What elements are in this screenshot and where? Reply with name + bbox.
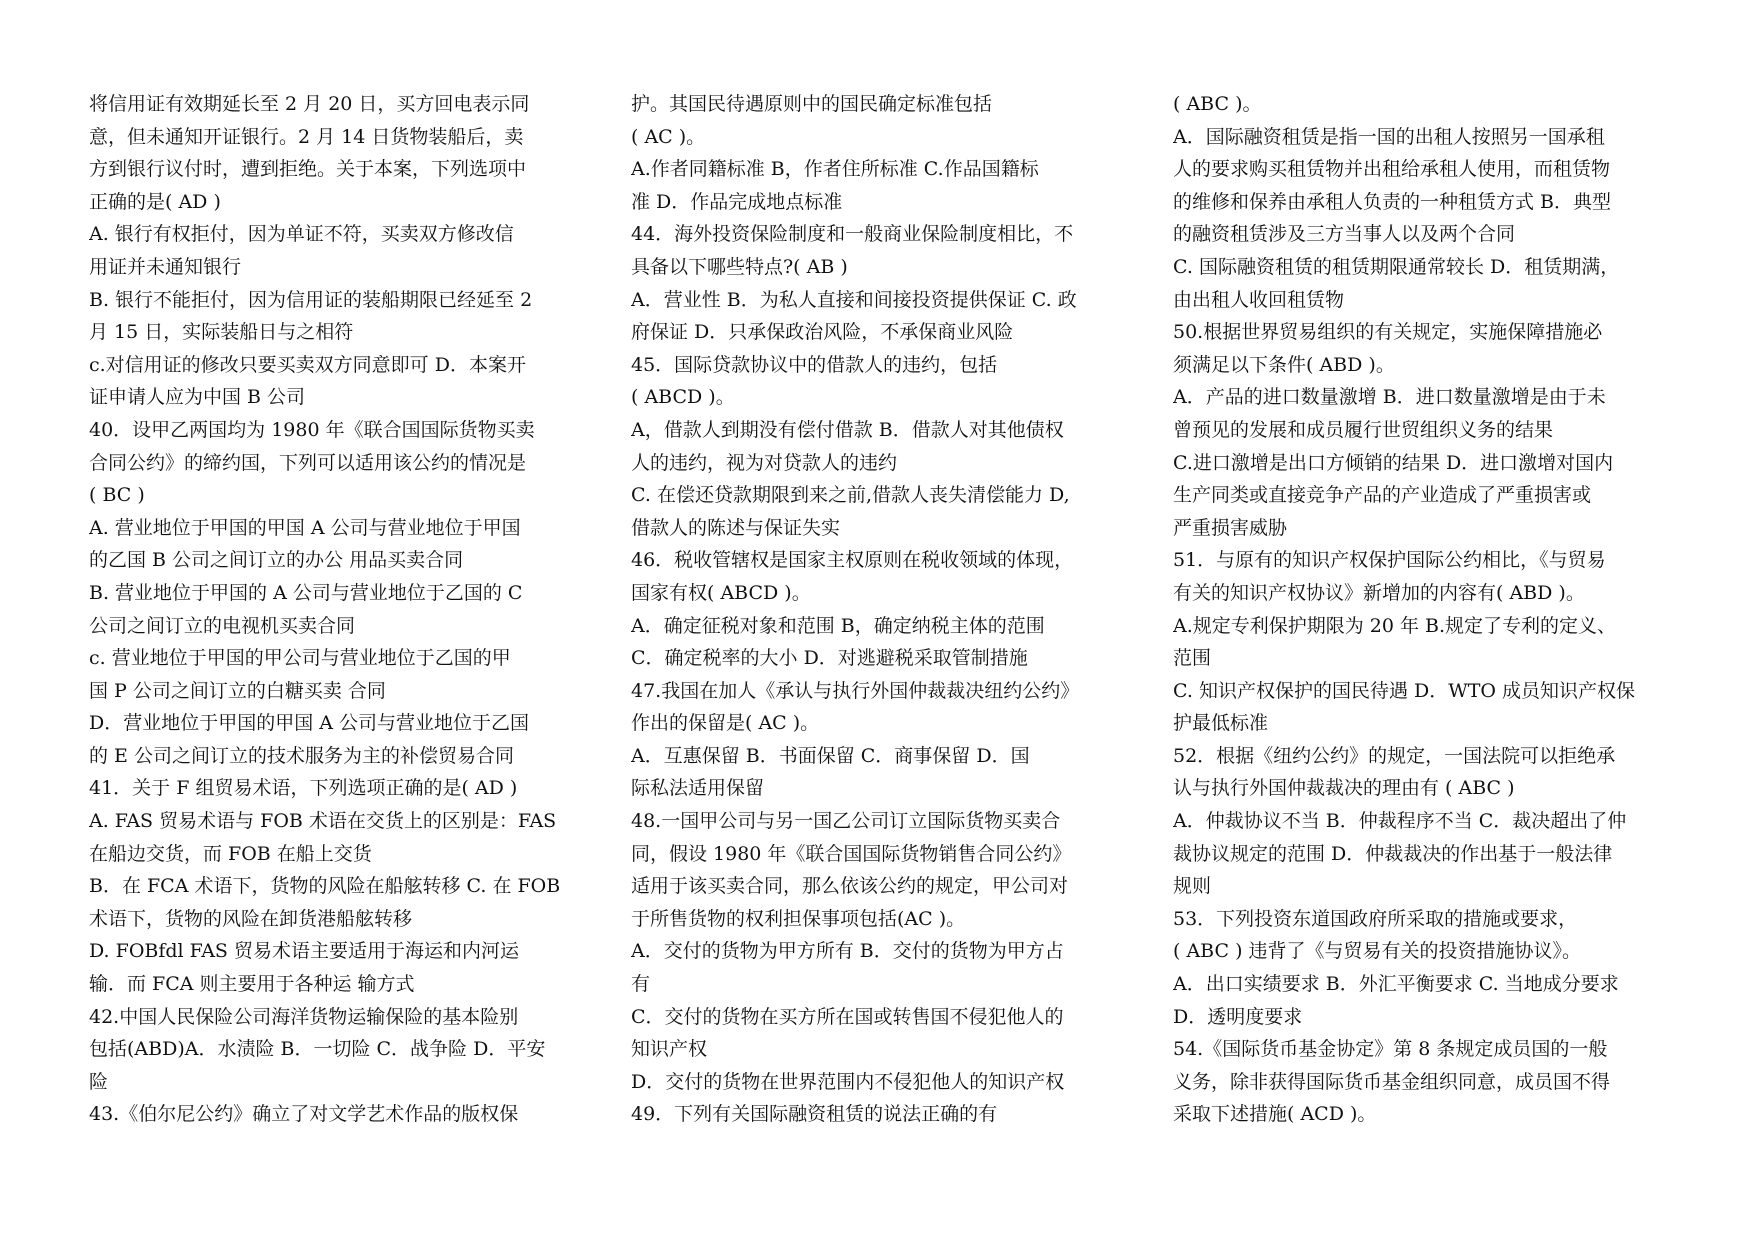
text-line: 的乙国 B 公司之间订立的办公 用品买卖合同 <box>89 549 464 572</box>
text-column-left <box>89 88 589 1131</box>
text-line: 国家有权( ABCD )。 <box>631 581 811 604</box>
text-line: 术语下，货物的风险在卸货港船舷转移 <box>89 907 413 930</box>
text-line: A．产品的进口数量激增 B．进口数量激增是由于未 <box>1173 386 1606 409</box>
text-line: 43.《伯尔尼公约》确立了对文学艺术作品的版权保 <box>89 1103 519 1126</box>
text-line: 输．而 FCA 则主要用于各种运 输方式 <box>89 973 415 996</box>
text-line: 范围 <box>1173 647 1212 670</box>
text-line: 45．国际贷款协议中的借款人的违约，包括 <box>631 353 998 376</box>
text-line: B．在 FCA 术语下，货物的风险在船舷转移 C. 在 FOB <box>89 875 561 898</box>
text-line: 采取下述措施( ACD )。 <box>1173 1103 1377 1126</box>
text-line: 适用于该买卖合同，那么依该公约的规定，甲公司对 <box>631 875 1069 898</box>
text-line: 意，但未通知开证银行。2 月 14 日货物装船后，卖 <box>89 125 524 148</box>
text-line: ( ABCD )。 <box>631 386 735 409</box>
text-line: 人的违约，视为对贷款人的违约 <box>631 451 898 474</box>
text-line: A.作者同籍标准 B，作者住所标准 C.作品国籍标 <box>631 158 1039 181</box>
text-line: 作出的保留是( AC )。 <box>631 712 820 735</box>
text-line: 正确的是( AD ) <box>89 190 221 213</box>
text-line: 49．下列有关国际融资租赁的说法正确的有 <box>631 1103 998 1126</box>
text-line: A．互惠保留 B．书面保留 C．商事保留 D．国 <box>631 744 1030 767</box>
text-line: 有 <box>631 973 651 996</box>
text-line: 50.根据世界贸易组织的有关规定，实施保障措施必 <box>1173 321 1603 344</box>
text-line: 于所售货物的权利担保事项包括(AC )。 <box>631 907 966 930</box>
text-line: ( AC )。 <box>631 125 706 148</box>
text-line: B. 银行不能拒付，因为信用证的装船期限已经延至 2 <box>89 288 533 311</box>
text-line: 裁协议规定的范围 D．仲裁裁决的作出基于一般法律 <box>1173 842 1613 865</box>
text-line: 际私法适用保留 <box>631 777 765 800</box>
text-line: 用证并未通知银行 <box>89 255 242 278</box>
text-line: 准 D．作品完成地点标准 <box>631 190 843 213</box>
text-line: 严重损害威胁 <box>1173 516 1288 539</box>
text-line: 包括(ABD)A．水渍险 B．一切险 C．战争险 D．平安 <box>89 1038 546 1061</box>
text-line: 险 <box>89 1070 109 1093</box>
text-line: 的 E 公司之间订立的技术服务为主的补偿贸易合同 <box>89 744 514 767</box>
text-line: A.规定专利保护期限为 20 年 B.规定了专利的定义、 <box>1173 614 1617 637</box>
text-line: C．交付的货物在买方所在国或转售国不侵犯他人的 <box>631 1005 1064 1028</box>
text-line: 认与执行外国仲裁裁决的理由有 ( ABC ) <box>1173 777 1515 800</box>
text-line: 具备以下哪些特点?( AB ) <box>631 255 848 278</box>
text-line: 41．关于 F 组贸易术语，下列选项正确的是( AD ) <box>89 777 518 800</box>
text-line: 44．海外投资保险制度和一般商业保险制度相比，不 <box>631 223 1074 246</box>
text-line: 月 15 日，实际装船日与之相符 <box>89 321 354 344</box>
text-line: A．出口实绩要求 B．外汇平衡要求 C. 当地成分要求 <box>1173 973 1619 996</box>
text-line: C．确定税率的大小 D．对逃避税采取管制措施 <box>631 647 1028 670</box>
text-line: D. FOBfdl FAS 贸易术语主要适用于海运和内河运 <box>89 940 519 963</box>
text-line: B. 营业地位于甲国的 A 公司与营业地位于乙国的 C <box>89 581 523 604</box>
text-line: D．营业地位于甲国的甲国 A 公司与营业地位于乙国 <box>89 712 530 735</box>
text-line: 52．根据《纽约公约》的规定，一国法院可以拒绝承 <box>1173 744 1616 767</box>
text-line: A．营业性 B．为私人直接和间接投资提供保证 C. 政 <box>631 288 1077 311</box>
text-line: 方到银行议付时，遭到拒绝。关于本案，下列选项中 <box>89 158 527 181</box>
text-line: 有关的知识产权协议》新增加的内容有( ABD )。 <box>1173 581 1585 604</box>
text-line: 证申请人应为中国 B 公司 <box>89 386 306 409</box>
text-line: 生产同类或直接竞争产品的产业造成了严重损害或 <box>1173 484 1592 507</box>
text-line: D．交付的货物在世界范围内不侵犯他人的知识产权 <box>631 1070 1065 1093</box>
text-line: ( ABC )。 <box>1173 93 1262 115</box>
text-line: 府保证 D．只承保政治风险，不承保商业风险 <box>631 321 1014 344</box>
text-line: 51．与原有的知识产权保护国际公约相比，《与贸易 <box>1173 549 1606 572</box>
text-line: 人的要求购买租赁物并出租给承租人使用，而租赁物 <box>1173 158 1611 181</box>
text-line: 须满足以下条件( ABD )。 <box>1173 353 1395 376</box>
text-line: 规则 <box>1173 875 1212 898</box>
text-line: A．交付的货物为甲方所有 B．交付的货物为甲方占 <box>631 940 1064 963</box>
text-line: 公司之间订立的电视机买卖合同 <box>89 614 356 637</box>
text-line: 借款人的陈述与保证失实 <box>631 516 841 539</box>
text-line: ( BC ) <box>89 484 145 507</box>
text-line: 护最低标准 <box>1173 712 1269 735</box>
text-line: 合同公约》的缔约国，下列可以适用该公约的情况是 <box>89 451 527 474</box>
text-line: 48.一国甲公司与另一国乙公司订立国际货物买卖合 <box>631 810 1061 833</box>
text-line: A，借款人到期没有偿付借款 B．借款人对其他债权 <box>631 418 1064 441</box>
text-line: 53．下列投资东道国政府所采取的措施或要求， <box>1173 907 1578 930</box>
text-line: A. 银行有权拒付，因为单证不符，买卖双方修改信 <box>89 223 514 246</box>
text-line: A．国际融资租赁是指一国的出租人按照另一国承租 <box>1173 125 1605 148</box>
text-line: 40．设甲乙两国均为 1980 年《联合国国际货物买卖 <box>89 418 535 441</box>
text-line: 同，假设 1980 年《联合国国际货物销售合同公约》 <box>631 842 1072 865</box>
text-line: 46．税收管辖权是国家主权原则在税收领域的体现， <box>631 549 1074 572</box>
text-line: C. 在偿还贷款期限到来之前,借款人丧失清偿能力 D, <box>631 484 1070 507</box>
text-line: ( ABC ) 违背了《与贸易有关的投资措施协议》。 <box>1173 940 1582 963</box>
text-line: c.对信用证的修改只要买卖双方同意即可 D．本案开 <box>89 353 526 376</box>
text-line: 知识产权 <box>631 1038 708 1061</box>
text-line: 54.《国际货币基金协定》第 8 条规定成员国的一般 <box>1173 1038 1608 1061</box>
text-line: 曾预见的发展和成员履行世贸组织义务的结果 <box>1173 418 1554 441</box>
text-line: D．透明度要求 <box>1173 1005 1303 1028</box>
text-line: 的维修和保养由承租人负责的一种租赁方式 B．典型 <box>1173 190 1612 213</box>
text-line: 义务，除非获得国际货币基金组织同意，成员国不得 <box>1173 1070 1611 1093</box>
text-line: A．仲裁协议不当 B．仲裁程序不当 C．裁决超出了仲 <box>1173 810 1627 833</box>
text-line: A．确定征税对象和范围 B，确定纳税主体的范围 <box>631 614 1045 637</box>
text-line: C. 知识产权保护的国民待遇 D．WTO 成员知识产权保 <box>1173 679 1636 702</box>
text-column-right <box>1173 88 1673 1131</box>
text-line: 在船边交货，而 FOB 在船上交货 <box>89 842 372 865</box>
text-column-middle <box>631 88 1131 1131</box>
text-line: C. 国际融资租赁的租赁期限通常较长 D．租赁期满， <box>1173 255 1620 278</box>
text-line: 的融资租赁涉及三方当事人以及两个合同 <box>1173 223 1516 246</box>
text-line: C.进口激增是出口方倾销的结果 D．进口激增对国内 <box>1173 451 1614 474</box>
text-line: 由出租人收回租赁物 <box>1173 288 1345 311</box>
text-line: c. 营业地位于甲国的甲公司与营业地位于乙国的甲 <box>89 647 511 670</box>
text-line: A. 营业地位于甲国的甲国 A 公司与营业地位于甲国 <box>89 516 521 539</box>
text-line: 国 P 公司之间订立的白糖买卖 合同 <box>89 679 386 702</box>
text-line: 47.我国在加人《承认与执行外国仲裁裁决纽约公约》 <box>631 679 1080 702</box>
text-line: 42.中国人民保险公司海洋货物运输保险的基本险别 <box>89 1005 519 1028</box>
text-line: 将信用证有效期延长至 2 月 20 日，买方回电表示同 <box>89 93 530 115</box>
text-line: A. FAS 贸易术语与 FOB 术语在交货上的区别是：FAS <box>89 810 557 833</box>
text-line: 护。其国民待遇原则中的国民确定标准包括 <box>631 93 993 115</box>
